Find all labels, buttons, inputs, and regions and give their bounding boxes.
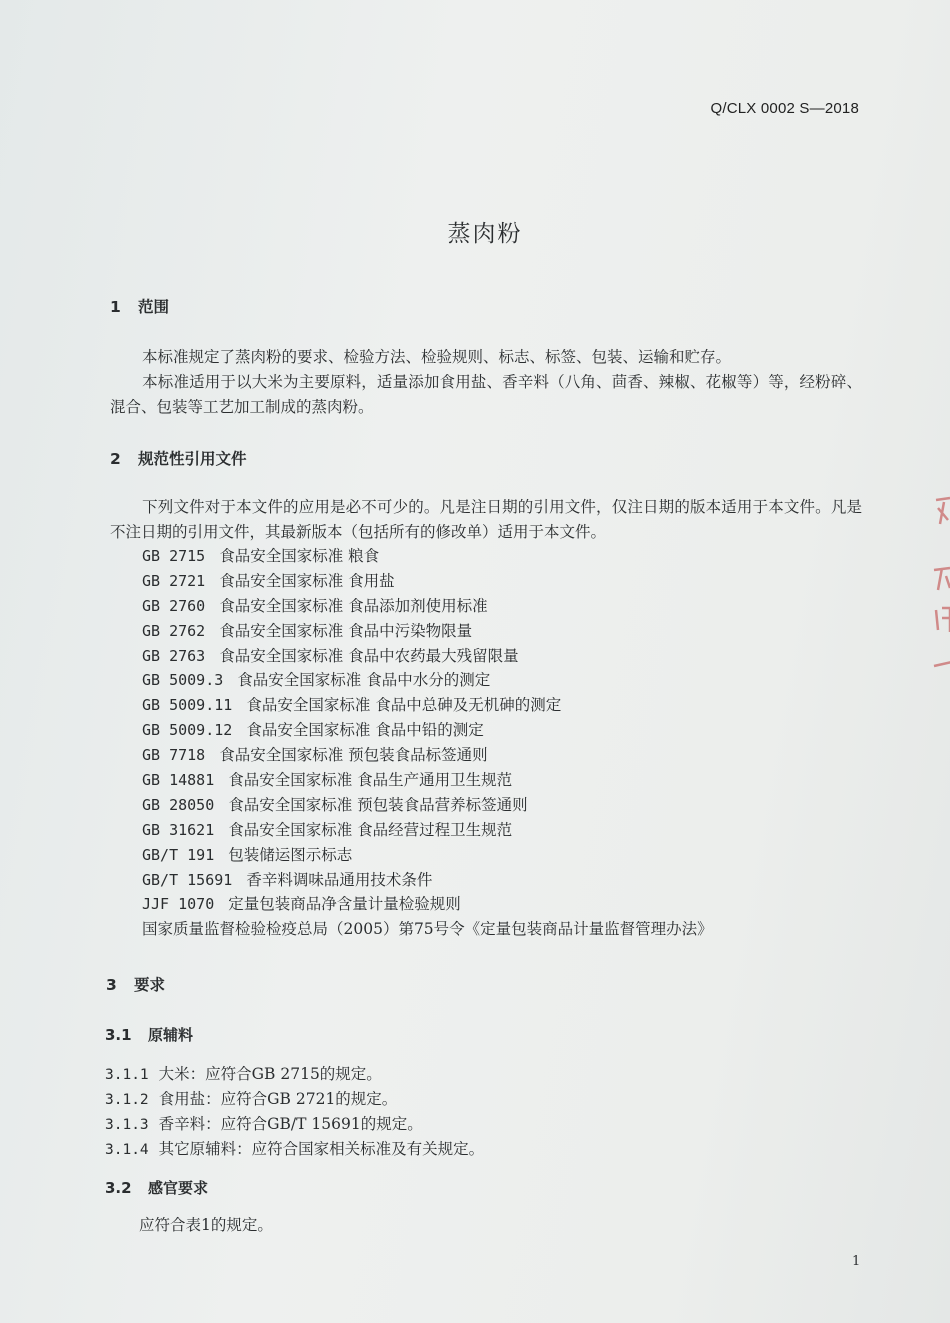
reference-title: 食品安全国家标准 预包装食品标签通则 [219, 746, 488, 765]
section-title: 规范性引用文件 [138, 450, 247, 468]
subsection-number: 3.2 [105, 1179, 132, 1197]
reference-item [142, 843, 713, 868]
reference-list [142, 544, 713, 942]
section-number: 1 [110, 298, 121, 316]
reference-code: GB/T 191 [142, 845, 215, 864]
clause-text: 香辛料：应符合GB/T 15691的规定。 [158, 1115, 423, 1133]
reference-code: GB 2760 [142, 596, 206, 615]
clause-text: 大米：应符合GB 2715的规定。 [158, 1065, 382, 1083]
subsection-heading-sensory [105, 1177, 208, 1198]
reference-code: GB 14881 [142, 771, 215, 790]
reference-item [142, 868, 713, 893]
reference-item [142, 594, 713, 619]
reference-item [142, 892, 713, 917]
reference-code: JJF 1070 [142, 895, 215, 914]
subsection-title: 原辅料 [148, 1026, 194, 1044]
section-number: 3 [106, 976, 117, 994]
document-title: 蒸肉粉 [447, 221, 523, 247]
sensory-text: 应符合表1的规定。 [139, 1216, 273, 1234]
reference-item [142, 644, 713, 669]
section-heading-normative [110, 447, 247, 469]
reference-item [142, 793, 713, 818]
section-number: 2 [110, 450, 121, 468]
reference-code: GB 2763 [142, 646, 206, 665]
reference-title: 食品安全国家标准 食品中铅的测定 [246, 721, 484, 740]
reference-code: GB 5009.3 [142, 671, 224, 690]
clause [105, 1137, 484, 1159]
reference-title: 包装储运图示标志 [228, 845, 353, 864]
subsection-heading-raw-materials [105, 1024, 193, 1045]
reference-code: GB 31621 [142, 820, 215, 839]
reference-title: 食品安全国家标准 食品中农药最大残留限量 [219, 646, 519, 665]
reference-title: 食品安全国家标准 食品生产通用卫生规范 [228, 771, 513, 790]
section-heading-scope [110, 295, 169, 317]
clause [105, 1087, 397, 1109]
reference-title: 食品安全国家标准 食品中污染物限量 [219, 621, 473, 640]
clause-number: 3.1.1 [105, 1067, 149, 1083]
clause [105, 1062, 382, 1084]
subsection-title: 感官要求 [148, 1179, 209, 1197]
section-title: 要求 [134, 976, 166, 994]
clause-text: 其它原辅料：应符合国家相关标准及有关规定。 [158, 1140, 485, 1158]
reference-item [142, 768, 713, 793]
reference-title: 定量包装商品净含量计量检验规则 [228, 895, 461, 914]
reference-item [142, 544, 713, 569]
stamp-fragment-mark [930, 490, 950, 680]
reference-title: 食品安全国家标准 食用盐 [219, 571, 395, 590]
clause-text: 食用盐：应符合GB 2721的规定。 [158, 1090, 398, 1108]
reference-item [142, 569, 713, 594]
clause-number: 3.1.4 [105, 1142, 149, 1158]
reference-code: GB 7718 [142, 746, 206, 765]
reference-code: GB 2721 [142, 571, 206, 590]
scope-paragraph-1: 本标准规定了蒸肉粉的要求、检验方法、检验规则、标志、标签、包装、运输和贮存。 [142, 348, 732, 366]
reference-title: 食品安全国家标准 食品添加剂使用标准 [219, 596, 488, 615]
document-id: Q/CLX 0002 S—2018 [710, 100, 859, 117]
section-heading-requirements [106, 973, 165, 995]
reference-item [142, 619, 713, 644]
reference-title: 食品安全国家标准 食品中水分的测定 [237, 671, 491, 690]
normative-intro [110, 495, 862, 545]
reference-item [142, 718, 713, 743]
reference-title: 食品安全国家标准 预包装食品营养标签通则 [228, 795, 528, 814]
reference-item [142, 693, 713, 718]
clause-number: 3.1.2 [105, 1092, 149, 1108]
reference-code: GB/T 15691 [142, 870, 233, 889]
section-title: 范围 [138, 298, 170, 316]
clause-number: 3.1.3 [105, 1117, 149, 1133]
reference-code: GB 2762 [142, 621, 206, 640]
page-number: 1 [852, 1254, 861, 1269]
stamp-fragment-icon [930, 490, 950, 680]
scope-paragraph-2-text: 本标准适用于以大米为主要原料，适量添加食用盐、香辛料（八角、茴香、辣椒、花椒等）等，经粉碎、混合、包装等工艺加工制成的蒸肉粉。 [110, 373, 862, 416]
reference-item [142, 668, 713, 693]
reference-item [142, 743, 713, 768]
subsection-number: 3.1 [105, 1026, 132, 1044]
reference-code: GB 5009.12 [142, 721, 233, 740]
reference-code: GB 2715 [142, 547, 206, 565]
reference-code: GB 5009.11 [142, 696, 233, 715]
reference-decree: 国家质量监督检验检疫总局（2005）第75号令《定量包装商品计量监督管理办法》 [142, 920, 713, 939]
reference-title: 香辛料调味品通用技术条件 [246, 870, 433, 889]
clause [105, 1112, 423, 1134]
normative-intro-text: 下列文件对于本文件的应用是必不可少的。凡是注日期的引用文件，仅注日期的版本适用于本文件。凡是不注日期的引用文件，其最新版本（包括所有的修改单）适用于本文件。 [110, 498, 862, 541]
reference-title: 食品安全国家标准 食品中总砷及无机砷的测定 [246, 696, 562, 715]
scope-paragraph-2 [110, 370, 862, 420]
reference-item [142, 818, 713, 843]
reference-code: GB 28050 [142, 795, 215, 814]
reference-title: 食品安全国家标准 食品经营过程卫生规范 [228, 820, 513, 839]
reference-title: 食品安全国家标准 粮食 [219, 547, 380, 565]
